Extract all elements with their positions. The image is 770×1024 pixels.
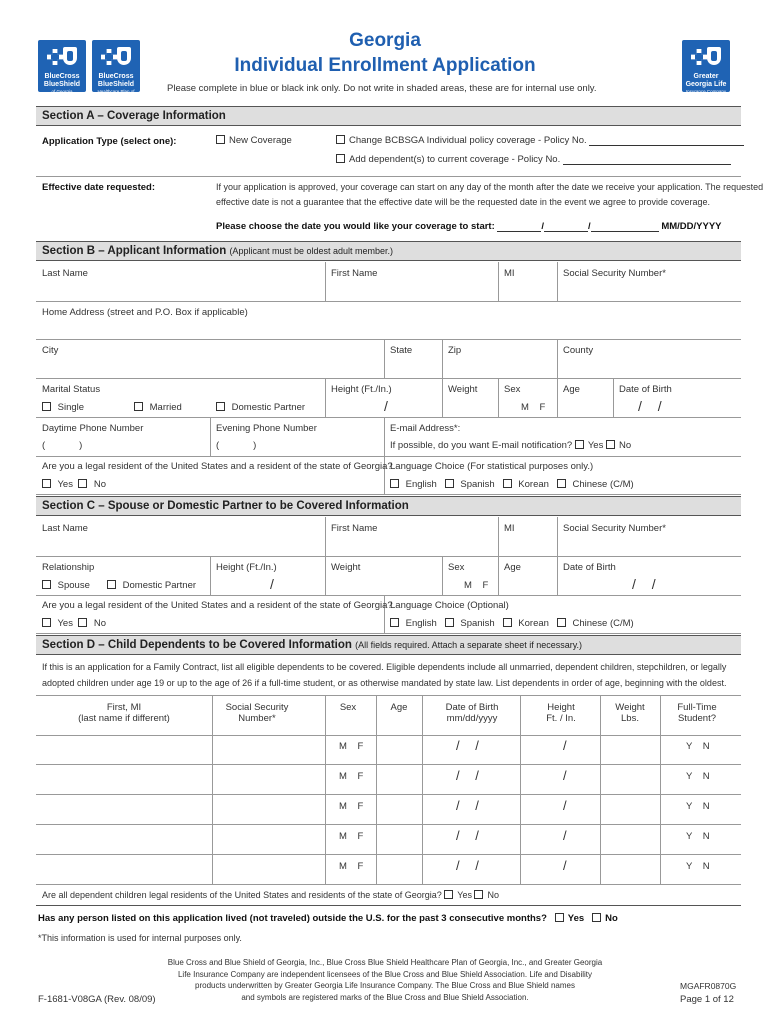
col-dob-header: Date of Birth <box>445 702 499 713</box>
spouse-weight-label: Weight <box>331 562 361 573</box>
dependent-row[interactable] <box>36 825 741 855</box>
col-dob-subheader: mm/dd/yyyy <box>446 713 498 724</box>
change-policy-number-field[interactable] <box>589 136 744 146</box>
cross-shield-icon <box>47 46 77 74</box>
col-ssn-subheader: Number* <box>238 713 276 724</box>
logo-text: Greater <box>693 73 719 80</box>
logo-text: BlueCross <box>98 73 134 80</box>
yes-label: Yes <box>567 913 585 924</box>
spouse-domestic-partner-checkbox[interactable] <box>107 580 116 589</box>
dependent-row[interactable] <box>36 795 741 825</box>
effective-text: If your application is approved, your coverage can start on any day of the month after the date we receive your application. The requested <box>216 182 764 192</box>
row-student[interactable]: Y N <box>686 861 710 872</box>
col-name-header: First, MI <box>106 702 142 713</box>
row-dob: / / <box>456 738 479 753</box>
row-sex[interactable]: M F <box>339 741 364 752</box>
first-name-label: First Name <box>331 268 378 279</box>
spouse-label: Spouse <box>57 580 90 591</box>
row-student[interactable]: Y N <box>686 801 710 812</box>
logo-subtext: of Georgia <box>51 89 73 94</box>
paren: ) <box>79 440 83 451</box>
daytime-phone-label: Daytime Phone Number <box>42 423 144 434</box>
children-resident-yes-checkbox[interactable] <box>444 890 453 899</box>
row-sex[interactable]: M F <box>339 801 364 812</box>
dependent-row[interactable] <box>36 855 741 885</box>
col-weight-subheader: Lbs. <box>621 713 639 724</box>
domestic-partner-label: Domestic Partner <box>231 402 306 413</box>
section-d-title: Section D – Child Dependents to be Covered Information <box>42 639 352 651</box>
choose-date-label: Please choose the date you would like your coverage to start: <box>216 221 495 232</box>
no-label: No <box>605 913 618 924</box>
section-d-intro: If this is an application for a Family Contract, list all eligible dependents to be covered. Eligible dependents include all unmarried, dependent children, stepchildren, or legally <box>42 662 727 672</box>
zip-label: Zip <box>448 345 462 356</box>
resident-yes-checkbox[interactable] <box>42 479 51 488</box>
paren: ( <box>42 440 46 451</box>
chinese-label: Chinese (C/M) <box>572 479 634 490</box>
county-label: County <box>563 345 594 356</box>
spouse-first-name-label: First Name <box>331 523 378 534</box>
legal-resident-label: Are you a legal resident of the United States and a resident of the state of Georgia? <box>42 461 393 472</box>
cross-shield-icon <box>691 46 721 74</box>
spouse-resident-no-checkbox[interactable] <box>78 618 87 627</box>
page-title: Individual Enrollment Application <box>234 55 536 76</box>
spouse-checkbox[interactable] <box>42 580 51 589</box>
spouse-resident-yes-checkbox[interactable] <box>42 618 51 627</box>
date-format-label: MM/DD/YYYY <box>661 221 722 232</box>
language-choice-label: Language Choice (For statistical purposes only.) <box>390 461 594 472</box>
logo-text: BlueCross <box>44 73 80 80</box>
yes-label: Yes <box>457 890 472 900</box>
spanish-label: Spanish <box>460 479 495 490</box>
section-d-intro: adopted children under age 19 or up to the age of 26 if a full-time student, or as otherwise mandated by state law. List dependents in order of age, beginning with the oldest. <box>42 678 727 688</box>
married-checkbox[interactable] <box>134 402 143 411</box>
effective-text: effective date is not a guarantee that the effective date will be the requested date in the event we agree to provide coverage. <box>216 197 710 207</box>
section-d-header <box>36 635 741 655</box>
spouse-legal-resident-label: Are you a legal resident of the United States and a resident of the state of Georgia? <box>42 600 393 611</box>
ssn-label: Social Security Number* <box>563 268 666 279</box>
single-checkbox[interactable] <box>42 402 51 411</box>
row-sex[interactable]: M F <box>339 771 364 782</box>
row-dob: / / <box>456 798 479 813</box>
korean-checkbox[interactable] <box>503 479 512 488</box>
lived-outside-yes-checkbox[interactable] <box>555 913 564 922</box>
add-dependents-policy-field[interactable] <box>563 155 731 165</box>
col-height-header: Height <box>547 702 575 713</box>
change-policy-label: Change BCBSGA Individual policy coverage - Policy No. <box>349 135 587 146</box>
children-resident-no-checkbox[interactable] <box>474 890 483 899</box>
legal-text: Blue Cross and Blue Shield of Georgia, Inc., Blue Cross Blue Shield Healthcare Plan of Georgia, Inc., and Greater Georgia <box>167 958 603 967</box>
row-height: / <box>563 768 567 783</box>
spouse-spanish-checkbox[interactable] <box>445 618 454 627</box>
english-checkbox[interactable] <box>390 479 399 488</box>
greater-georgia-life-logo <box>682 40 730 92</box>
form-number: F-1681-V08GA (Rev. 08/09) <box>38 994 156 1005</box>
row-sex[interactable]: M F <box>339 831 364 842</box>
weight-label: Weight <box>448 384 478 395</box>
section-c-header <box>36 496 741 516</box>
height-label: Height (Ft./In.) <box>331 384 392 395</box>
no-label: No <box>618 440 632 451</box>
korean-label: Korean <box>518 618 549 629</box>
logo-text: BlueShield <box>97 81 135 88</box>
section-b-title: Section B – Applicant Information <box>42 245 227 257</box>
instructions: Please complete in blue or black ink only. Do not write in shaded areas, these are for internal use only. <box>167 83 597 94</box>
paren: ) <box>253 440 257 451</box>
spouse-language-label: Language Choice (Optional) <box>390 600 509 611</box>
effective-date-label: Effective date requested: <box>42 182 155 193</box>
dob-label: Date of Birth <box>619 384 672 395</box>
dependent-row[interactable] <box>36 735 741 765</box>
legal-text: products underwritten by Greater Georgia Life Insurance Company. The Blue Cross and Blue Shield names <box>195 981 575 990</box>
email-label: E-mail Address*: <box>390 423 461 434</box>
sex-label: Sex <box>504 384 521 395</box>
english-label: English <box>405 479 437 490</box>
domestic-partner-checkbox[interactable] <box>216 402 225 411</box>
lived-outside-label: Has any person listed on this application lived (not traveled) outside the U.S. for the past 3 consecutive months? <box>38 913 547 924</box>
row-height: / <box>563 858 567 873</box>
spouse-ssn-label: Social Security Number* <box>563 523 666 534</box>
row-dob: / / <box>456 828 479 843</box>
section-a-header <box>36 106 741 126</box>
application-type-label: Application Type (select one): <box>42 136 177 147</box>
relationship-label: Relationship <box>42 562 95 573</box>
row-student[interactable]: Y N <box>686 831 710 842</box>
marital-status-label: Marital Status <box>42 384 101 395</box>
internal-use-note: *This information is used for internal purposes only. <box>38 933 242 943</box>
section-b-note: (Applicant must be oldest adult member.) <box>229 246 394 256</box>
cross-shield-icon <box>101 46 131 74</box>
row-height: / <box>563 798 567 813</box>
logo-subtext: Insurance Company <box>685 89 727 94</box>
col-age-header: Age <box>390 702 408 713</box>
sex-options[interactable]: M F <box>521 402 546 413</box>
single-label: Single <box>57 402 85 413</box>
add-dependents-label: Add dependent(s) to current coverage - Policy No. <box>349 154 561 165</box>
age-label: Age <box>563 384 580 395</box>
new-coverage-checkbox[interactable] <box>216 135 225 144</box>
page-number: Page 1 of 12 <box>680 994 734 1005</box>
change-policy-checkbox[interactable] <box>336 135 345 144</box>
spouse-age-label: Age <box>504 562 521 573</box>
row-height: / <box>563 828 567 843</box>
spouse-dob-label: Date of Birth <box>563 562 616 573</box>
section-a-title: Section A – Coverage Information <box>42 110 226 122</box>
home-address-label: Home Address (street and P.O. Box if applicable) <box>42 307 248 318</box>
add-dependents-checkbox[interactable] <box>336 154 345 163</box>
spouse-english-checkbox[interactable] <box>390 618 399 627</box>
logo-subtext: Healthcare Plan of Georgia <box>97 89 135 99</box>
dob-slashes: / / <box>638 398 662 414</box>
no-label: No <box>93 479 107 490</box>
children-resident-label: Are all dependent children legal residents of the United States and residents of the state of Georgia? <box>42 890 442 900</box>
height-slash: / <box>270 576 274 592</box>
row-student[interactable]: Y N <box>686 771 710 782</box>
col-student-header: Full-Time <box>677 702 717 713</box>
spouse-chinese-checkbox[interactable] <box>557 618 566 627</box>
col-name-subheader: (last name if different) <box>78 713 170 724</box>
domestic-partner-label: Domestic Partner <box>122 580 197 591</box>
col-sex-header: Sex <box>339 702 357 713</box>
start-day-field[interactable] <box>544 222 588 232</box>
date-slash: / <box>588 221 591 232</box>
spanish-label: Spanish <box>460 618 495 629</box>
logo-text: BlueShield <box>43 81 81 88</box>
col-weight-header: Weight <box>615 702 645 713</box>
row-sex[interactable]: M F <box>339 861 364 872</box>
chinese-checkbox[interactable] <box>557 479 566 488</box>
legal-text: and symbols are registered marks of the Blue Cross and Blue Shield Association. <box>241 992 529 1002</box>
no-label: No <box>93 618 107 629</box>
legal-text: Life Insurance Company are independent licensees of the Blue Cross and Blue Shield Association. Life and Disability <box>177 969 593 979</box>
section-d-note: (All fields required. Attach a separate sheet if necessary.) <box>355 640 583 650</box>
new-coverage-label: New Coverage <box>229 135 292 146</box>
spanish-checkbox[interactable] <box>445 479 454 488</box>
logo-text: Georgia Life <box>685 81 727 88</box>
chinese-label: Chinese (C/M) <box>572 618 634 629</box>
dependent-row[interactable] <box>36 765 741 795</box>
spouse-mi-label: MI <box>504 523 515 534</box>
col-ssn-header: Social Security <box>225 702 289 713</box>
date-slash: / <box>541 221 545 232</box>
korean-label: Korean <box>518 479 549 490</box>
spouse-sex-label: Sex <box>448 562 465 573</box>
row-dob: / / <box>456 768 479 783</box>
col-height-subheader: Ft. / In. <box>546 713 576 724</box>
form-code: MGAFR0870G <box>680 981 737 991</box>
married-label: Married <box>149 402 182 413</box>
lived-outside-no-checkbox[interactable] <box>592 913 601 922</box>
row-height: / <box>563 738 567 753</box>
mi-label: MI <box>504 268 515 279</box>
section-b-header <box>36 241 741 261</box>
row-student[interactable]: Y N <box>686 741 710 752</box>
email-notify-yes-checkbox[interactable] <box>575 440 584 449</box>
col-student-subheader: Student? <box>677 713 717 724</box>
bcbs-georgia-logo <box>38 40 86 92</box>
paren: ( <box>216 440 220 451</box>
spouse-height-label: Height (Ft./In.) <box>216 562 277 573</box>
yes-label: Yes <box>57 479 73 490</box>
english-label: English <box>405 618 437 629</box>
email-notify-no-checkbox[interactable] <box>606 440 615 449</box>
email-notify-label: If possible, do you want E-mail notification? <box>390 440 573 451</box>
row-dob: / / <box>456 858 479 873</box>
spouse-sex-options[interactable]: M F <box>464 580 489 591</box>
section-c-title: Section C – Spouse or Domestic Partner to be Covered Information <box>42 500 409 512</box>
resident-no-checkbox[interactable] <box>78 479 87 488</box>
height-slash: / <box>384 398 388 414</box>
yes-label: Yes <box>57 618 73 629</box>
evening-phone-label: Evening Phone Number <box>216 423 317 434</box>
title-state: Georgia <box>349 30 421 51</box>
start-month-field[interactable] <box>497 222 541 232</box>
last-name-label: Last Name <box>42 268 88 279</box>
dob-slashes: / / <box>632 576 656 592</box>
start-year-field[interactable] <box>591 222 659 232</box>
no-label: No <box>487 890 499 900</box>
spouse-korean-checkbox[interactable] <box>503 618 512 627</box>
yes-label: Yes <box>587 440 604 451</box>
bcbs-healthcare-plan-logo <box>92 40 140 99</box>
state-label: State <box>390 345 413 356</box>
spouse-last-name-label: Last Name <box>42 523 88 534</box>
city-label: City <box>42 345 59 356</box>
